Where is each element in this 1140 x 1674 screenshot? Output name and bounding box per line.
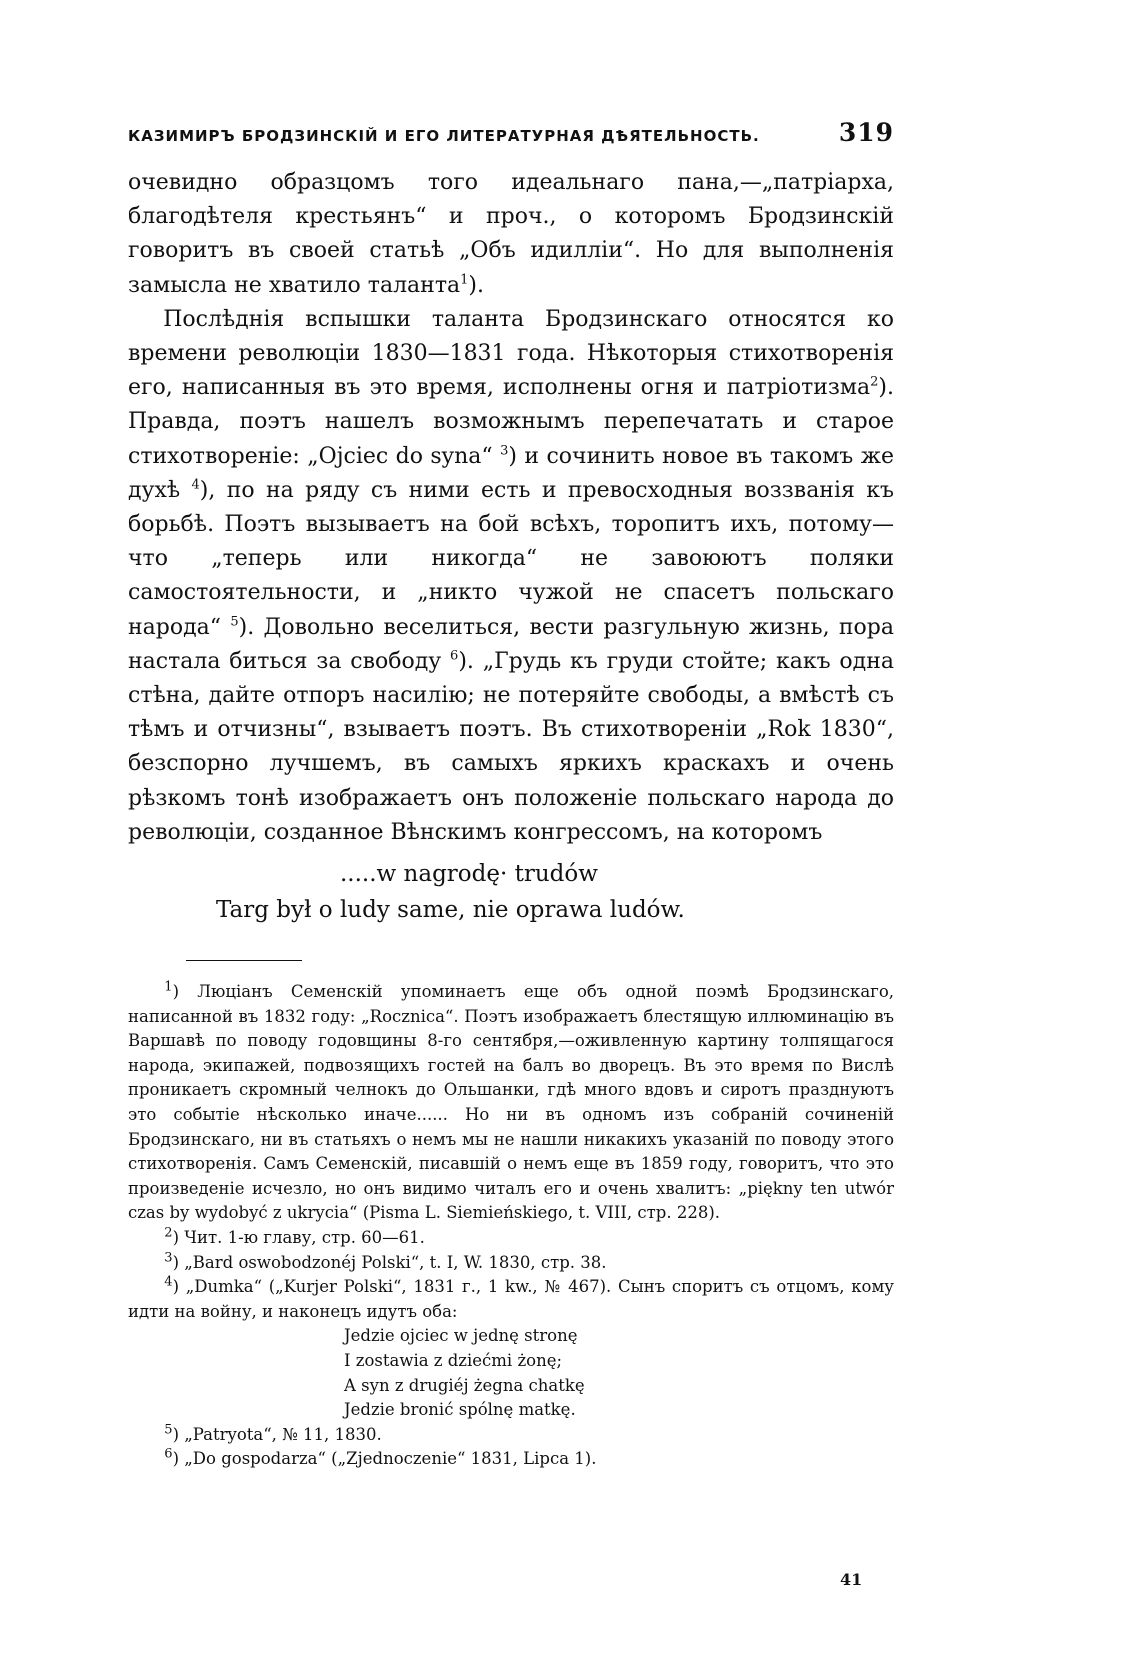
footnote-3-text: ) „Bard oswobodzonéj Polski“, t. I, W. 1830, стр. 38. (172, 1252, 607, 1272)
footnote-verse-line: Jedzie ojciec w jednę stronę (344, 1326, 578, 1346)
paragraph-2-part-1: Послѣднія вспышки таланта Бродзинскаго относятся ко времени революціи 1830—1831 года. Нѣкоторыя стихотворенія его, написанныя въ это время, исполнены огня и патріотизма (128, 306, 894, 401)
footnote-1-mark: 1 (164, 979, 173, 995)
footnote-6-mark: 6 (164, 1446, 173, 1462)
paragraph-2-part-5: ). Довольно веселиться, вести разгульную жизнь, пора настала биться за свободу (128, 614, 894, 674)
footnote-verse-line: I zostawia z dziećmi żonę; (344, 1350, 563, 1370)
footnote-2 (128, 1226, 894, 1251)
running-title: КАЗИМИРЪ БРОДЗИНСКІЙ И ЕГО ЛИТЕРАТУРНАЯ ДѢЯТЕЛЬНОСТЬ. (128, 127, 760, 145)
signature-mark: 41 (840, 1570, 863, 1589)
footnote-1-text: ) Люціанъ Семенскій упоминаетъ еще объ одной поэмѣ Бродзинскаго, написанной въ 1832 году: „Rocznica“. Поэтъ изображаетъ блестящую иллюминацію въ Варшавѣ по поводу годовщины 8-го сентября,—оживленную картину толпящагося народа, экипажей, подвозящихъ гостей на балъ во дворецъ. Въ это время по Вислѣ проникаетъ скромный челнокъ до Ольшанки, гдѣ много вдовъ и сиротъ празднуютъ это событіе нѣсколько иначе...... Но ни въ одномъ изъ собраній сочиненій Бродзинскаго, ни въ статьяхъ о немъ мы не нашли никакихъ указаній по поводу этого стихотворенія. Самъ Семенскій, писавшій о немъ еще въ 1859 году, говоритъ, что это произведеніе исчезло, но онъ видимо читалъ его и очень хвалитъ: „piękny ten utwór czas by wydobyć z ukrycia“ (Pisma L. Siemieńskiego, t. VIII, стр. 228). (128, 982, 894, 1223)
page-header (128, 118, 894, 147)
paragraph-1-end: ). (468, 272, 484, 298)
footnotes (128, 980, 894, 1472)
footnote-4-text: ) „Dumka“ („Kurjer Polski“, 1831 г., 1 kw., № 467). Сынъ споритъ съ отцомъ, кому идти на войну, и наконецъ идутъ оба: (128, 1277, 894, 1321)
paragraph-2-part-4: ), по на ряду съ ними есть и превосходныя воззванія къ борьбѣ. Поэтъ вызываетъ на бой всѣхъ, торопитъ ихъ, потому—что „теперь или никогда“ не завоюютъ поляки самостоятельности, и „никто чужой не спасетъ польскаго народа“ (128, 477, 894, 640)
footnote-5-text: ) „Patryota“, № 11, 1830. (172, 1424, 382, 1444)
footnote-2-mark: 2 (164, 1225, 173, 1241)
page-number: 319 (838, 118, 894, 147)
footnote-4-verse (128, 1324, 894, 1422)
footnote-ref-5: 5 (230, 614, 239, 630)
footnote-ref-1: 1 (460, 272, 469, 288)
footnote-ref-4: 4 (191, 477, 200, 493)
footnote-6 (128, 1447, 894, 1472)
main-text (128, 166, 894, 850)
paragraph-1 (128, 166, 894, 303)
verse-line-2: Targ był o ludy same, nie oprawa ludów. (216, 897, 685, 923)
paragraph-2-part-2: ). Правда, поэтъ нашелъ возможнымъ перепечатать и старое стихотвореніе: „Ojciec do syna“ (128, 375, 894, 469)
quoted-verse (128, 856, 894, 928)
footnote-4 (128, 1275, 894, 1324)
footnote-1 (128, 980, 894, 1226)
footnote-divider (186, 960, 302, 961)
footnote-verse-line: Jedzie bronić spólnę matkę. (344, 1400, 576, 1420)
footnote-2-text: ) Чит. 1-ю главу, стр. 60—61. (172, 1227, 425, 1247)
footnote-ref-2: 2 (870, 374, 879, 390)
footnote-4-mark: 4 (164, 1274, 173, 1290)
footnote-ref-6: 6 (450, 648, 459, 664)
footnote-5 (128, 1423, 894, 1448)
paragraph-2-part-6: ). „Грудь къ груди стойте; какъ одна стѣна, дайте отпоръ насилію; не потеряйте свободы, а вмѣстѣ съ тѣмъ и отчизны“, взываетъ поэтъ. Въ стихотвореніи „Rok 1830“, безспорно лучшемъ, въ самыхъ яркихъ краскахъ и очень рѣзкомъ тонѣ изображаетъ онъ положеніе польскаго народа до революціи, созданное Вѣнскимъ конгрессомъ, на которомъ (128, 648, 894, 845)
footnote-ref-3: 3 (500, 443, 509, 459)
paragraph-2 (128, 303, 894, 850)
paragraph-2-part-3: ) и сочинить новое въ такомъ же духѣ (128, 443, 894, 503)
paragraph-1-text: очевидно образцомъ того идеальнаго пана,—„патріарха, благодѣтеля крестьянъ“ и проч., о которомъ Бродзинскій говоритъ въ своей статьѣ „Объ идилліи“. Но для выполненія замысла не хватило таланта (128, 170, 894, 298)
footnote-5-mark: 5 (164, 1422, 173, 1438)
verse-line-1: .....w nagrodę· trudów (340, 861, 598, 887)
footnote-3-mark: 3 (164, 1250, 173, 1266)
footnote-3 (128, 1251, 894, 1276)
footnote-verse-line: A syn z drugiéj żegna chatkę (344, 1375, 585, 1395)
footnote-6-text: ) „Do gospodarza“ („Zjednoczenie“ 1831, Lipca 1). (172, 1449, 597, 1469)
